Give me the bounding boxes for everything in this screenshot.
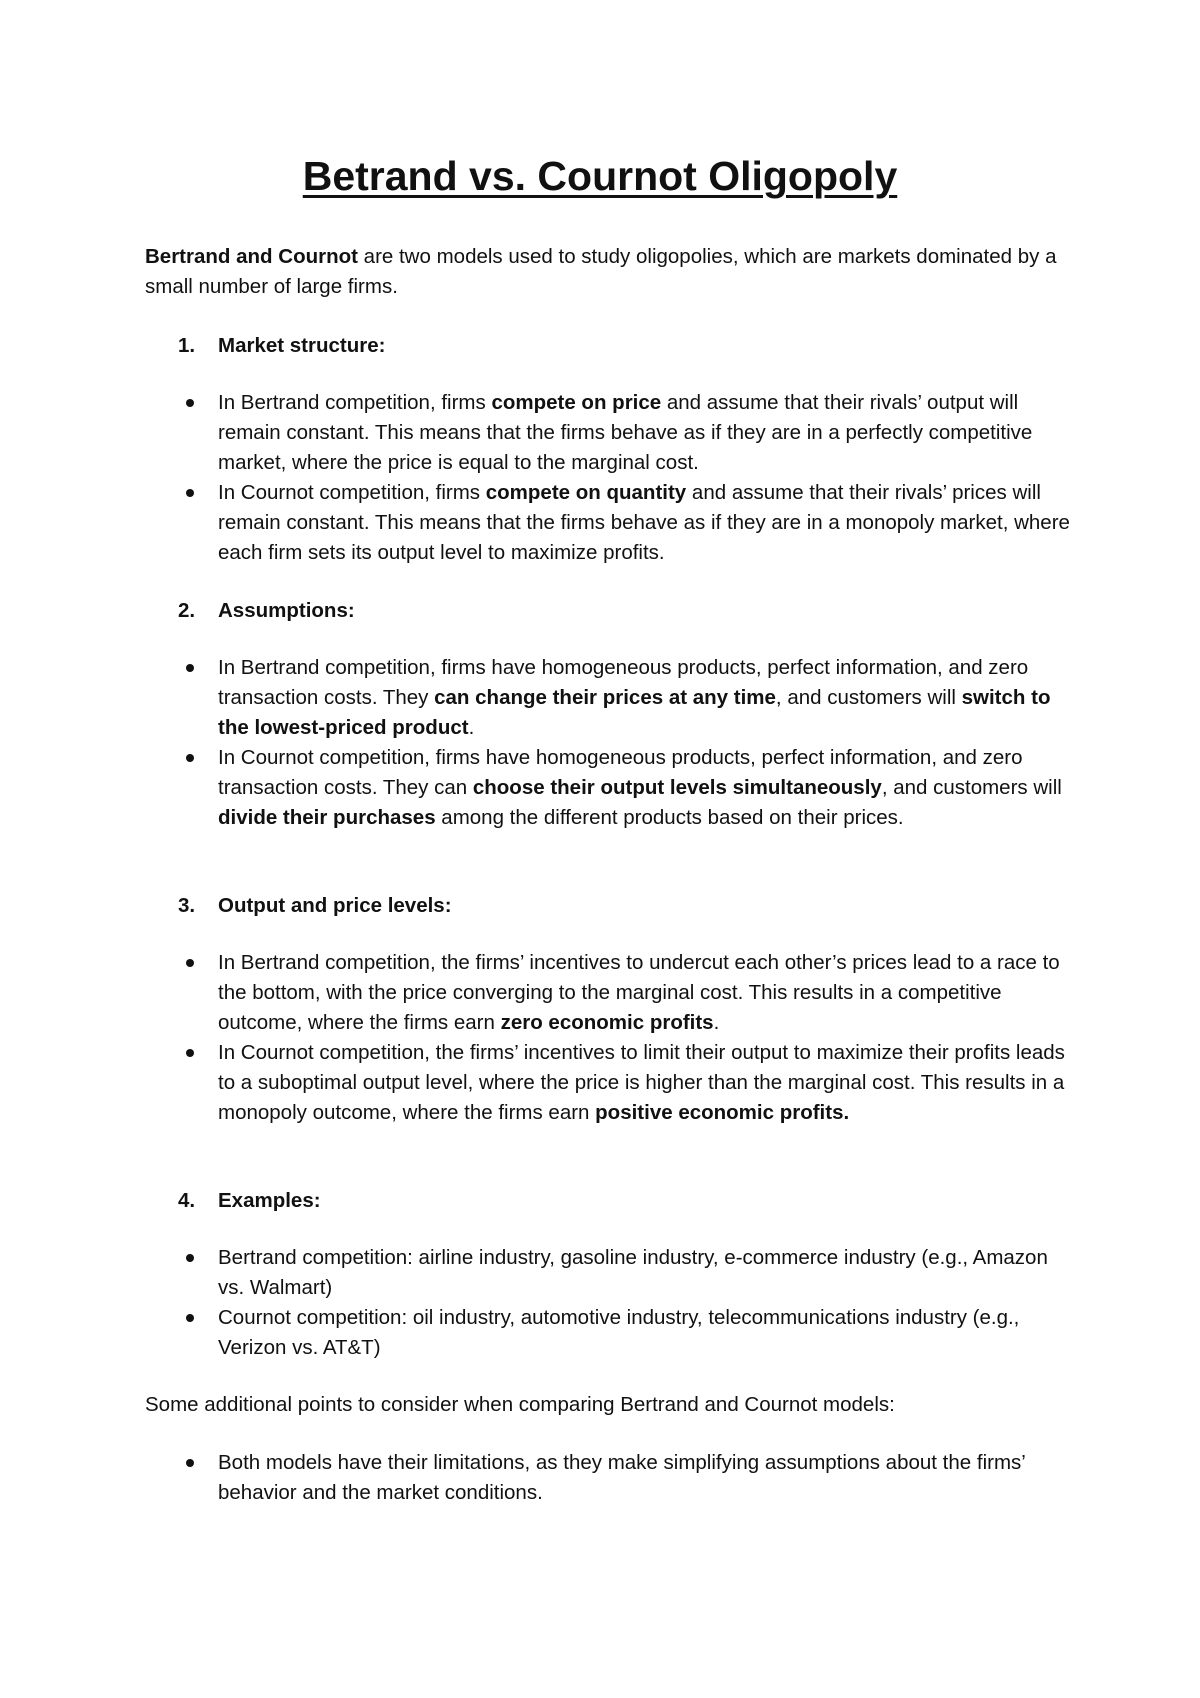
section-number: 1. [178,334,196,357]
section-heading-text: Assumptions: [218,599,355,622]
list-item: Cournot competition: oil industry, automotive industry, telecommunications industry (e.g., Verizon vs. AT&T) [218,1303,1078,1363]
list-item: In Cournot competition, the firms’ incentives to limit their output to maximize their profits leads to a suboptimal output level, where the price is higher than the marginal cost. This results in a monopoly outcome, where the firms earn positive economic profits. [218,1038,1078,1128]
section-heading-text: Output and price levels: [218,894,452,917]
section-heading-2 [178,596,355,626]
bullet-icon [186,399,194,407]
intro-bold: Bertrand and Cournot [145,245,358,268]
list-item: In Bertrand competition, the firms’ incentives to undercut each other’s prices lead to a race to the bottom, with the price converging to the marginal cost. This results in a competitive outcome, where the firms earn zero economic profits. [218,948,1078,1038]
document-title: Betrand vs. Cournot Oligopoly [302,153,898,199]
list-item: Bertrand competition: airline industry, gasoline industry, e-commerce industry (e.g., Amazon vs. Walmart) [218,1243,1078,1303]
additional-intro: Some additional points to consider when comparing Bertrand and Cournot models: [145,1393,895,1416]
section-heading-4 [178,1186,321,1216]
section-number: 4. [178,1189,196,1212]
list-item: Both models have their limitations, as they make simplifying assumptions about the firms’ behavior and the market conditions. [218,1448,1078,1508]
bullet-icon [186,1254,194,1262]
section-number: 3. [178,894,196,917]
bullet-icon [186,1314,194,1322]
intro-text: are two models used to study oligopolies, which are markets dominated by a small number of large firms. [145,245,1057,298]
list-item: In Bertrand competition, firms have homogeneous products, perfect information, and zero transaction costs. They can change their prices at any time, and customers will switch to the lowest-priced product. [218,653,1078,743]
bullet-icon [186,1459,194,1467]
bullet-icon [186,959,194,967]
section-heading-1 [178,331,385,361]
bullet-icon [186,1049,194,1057]
bullet-icon [186,489,194,497]
section-number: 2. [178,599,196,622]
bullet-icon [186,664,194,672]
list-item: In Bertrand competition, firms compete on price and assume that their rivals’ output will remain constant. This means that the firms behave as if they are in a perfectly competitive market, where the price is equal to the marginal cost. [218,388,1078,478]
section-heading-text: Examples: [218,1189,321,1212]
bullet-icon [186,754,194,762]
intro-paragraph [145,242,1075,302]
list-item: In Cournot competition, firms have homogeneous products, perfect information, and zero transaction costs. They can choose their output levels simultaneously, and customers will divide their purchases among the different products based on their prices. [218,743,1078,833]
section-heading-3 [178,891,452,921]
section-heading-text: Market structure: [218,334,386,357]
list-item: In Cournot competition, firms compete on quantity and assume that their rivals’ prices will remain constant. This means that the firms behave as if they are in a monopoly market, where each firm sets its output level to maximize profits. [218,478,1078,568]
